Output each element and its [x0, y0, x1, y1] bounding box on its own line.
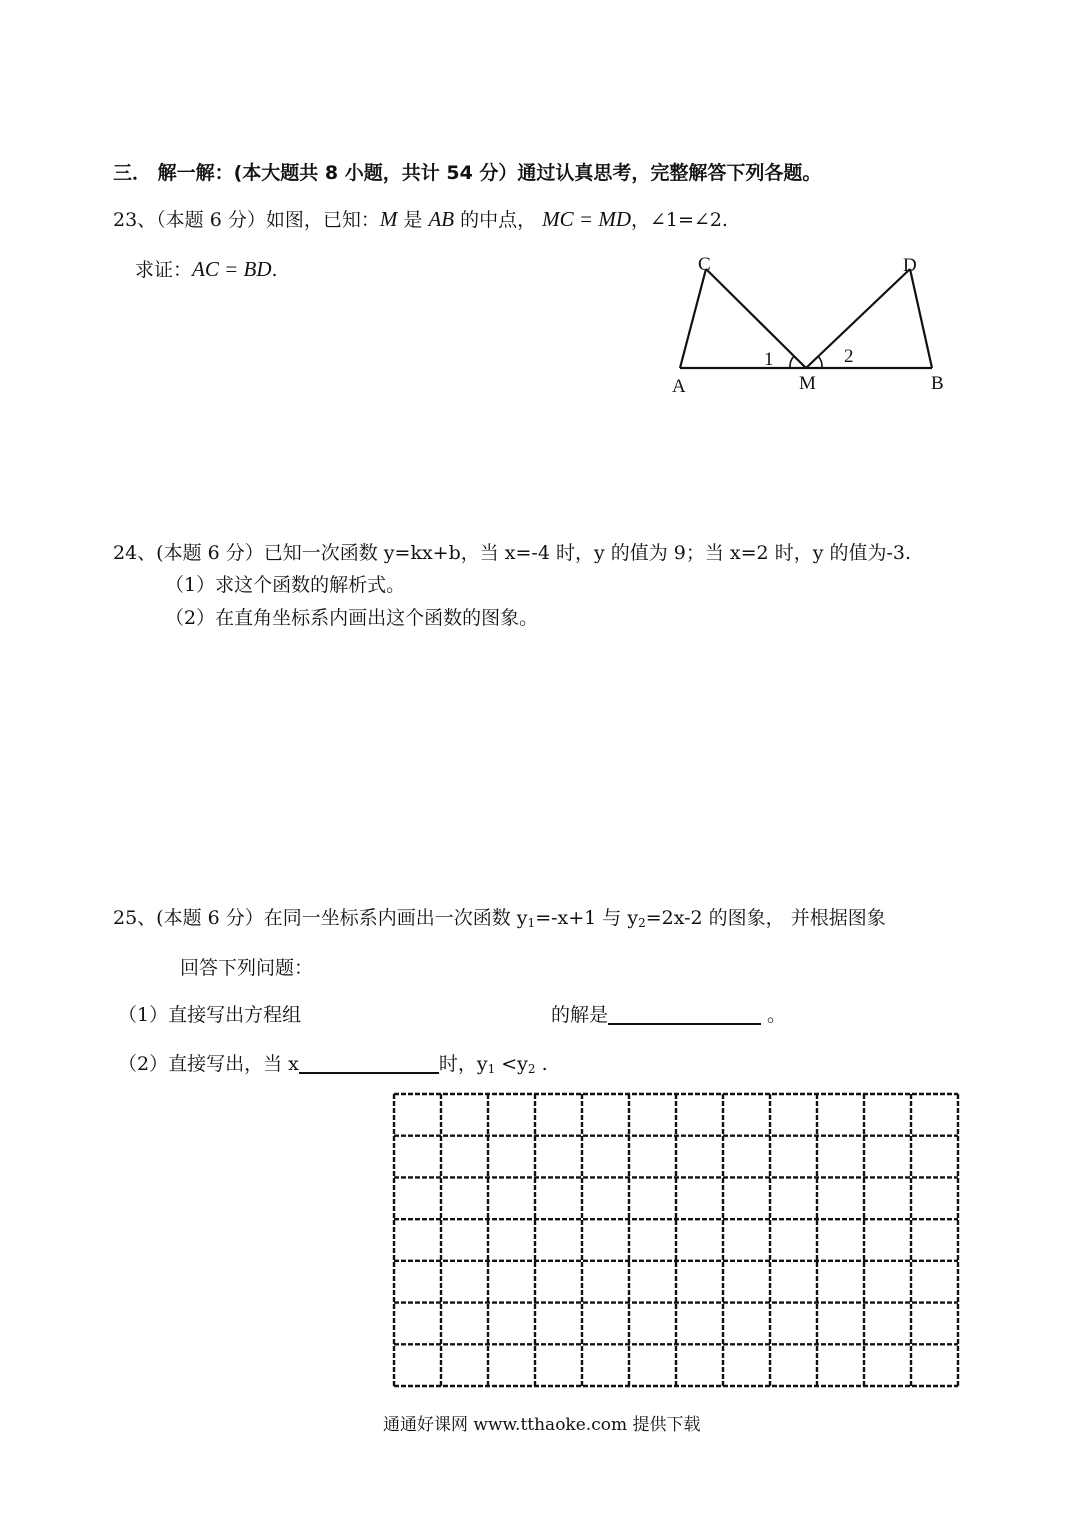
q23-m: M	[379, 207, 398, 231]
q25-part1-c: 。	[761, 1004, 787, 1026]
coordinate-grid	[390, 1090, 960, 1390]
q25-stem-c: =2x-2 的图象， 并根据图象	[645, 907, 886, 929]
q24-part2: （2）在直角坐标系内画出这个函数的图象。	[165, 607, 539, 629]
angle1-label: 1	[764, 349, 774, 370]
q23-midpoint: 的中点，	[454, 209, 537, 231]
q25-part2-sub1: 1	[487, 1062, 496, 1076]
q25-part2-a: （2）直接写出，当 x	[118, 1053, 299, 1075]
q23-prove-expr: AC = BD	[192, 257, 272, 281]
label-m: M	[799, 373, 816, 394]
q23-stem	[113, 205, 728, 232]
q25-stem-a: 25、(本题 6 分）在同一坐标系内画出一次函数 y	[113, 907, 528, 929]
segment-md	[806, 269, 910, 368]
label-a: A	[672, 376, 686, 397]
q23-figure	[660, 248, 970, 398]
q25-sub2: 2	[638, 916, 646, 930]
q23-prove-end: .	[271, 259, 278, 281]
q25-part1-b: 的解是	[551, 1004, 609, 1026]
q23-angles: ，∠1=∠2.	[631, 209, 728, 231]
q25-stem2: 回答下列问题：	[180, 957, 314, 979]
section-heading: 三． 解一解：(本大题共 8 小题，共计 54 分）通过认真思考，完整解答下列各题。	[113, 162, 822, 184]
q23-mc-md: MC = MD	[542, 207, 631, 231]
q25-part2	[118, 1049, 548, 1076]
q25-part2-b: 时，y	[438, 1053, 488, 1075]
footer-source: 通通好课网 www.tthaoke.com 提供下载	[383, 1415, 701, 1435]
angle2-label: 2	[844, 346, 854, 367]
q23-prove	[135, 255, 278, 282]
q25-part1-blank	[608, 1003, 761, 1025]
q23-ab: AB	[428, 207, 455, 231]
label-b: B	[931, 373, 944, 394]
q25-stem	[113, 903, 886, 930]
label-d: D	[903, 255, 917, 276]
q25-stem-b: =-x+1 与 y	[535, 907, 639, 929]
q25-part1-answer	[551, 1000, 786, 1027]
q25-part2-blank	[299, 1052, 439, 1074]
q25-part1-label: （1）直接写出方程组	[118, 1004, 302, 1026]
q24-part1: （1）求这个函数的解析式。	[165, 574, 406, 596]
segment-cm	[706, 269, 806, 368]
q25-part2-c: <y	[495, 1053, 528, 1075]
angle2-arc	[818, 356, 822, 368]
q23-prefix: 23、（本题 6 分）如图，已知：	[113, 209, 380, 231]
q24-stem: 24、(本题 6 分）已知一次函数 y=kx+b，当 x=-4 时，y 的值为 9；当 x=2 时，y 的值为-3.	[113, 542, 912, 564]
angle1-arc	[790, 356, 794, 368]
q23-is: 是	[397, 209, 429, 231]
label-c: C	[698, 254, 711, 275]
q25-part2-d: .	[535, 1053, 548, 1075]
segment-ac	[680, 269, 706, 368]
q23-prove-label: 求证：	[135, 259, 193, 281]
q25-sub1: 1	[527, 916, 536, 930]
q25-part2-sub2: 2	[527, 1062, 536, 1076]
segment-db	[910, 269, 932, 368]
